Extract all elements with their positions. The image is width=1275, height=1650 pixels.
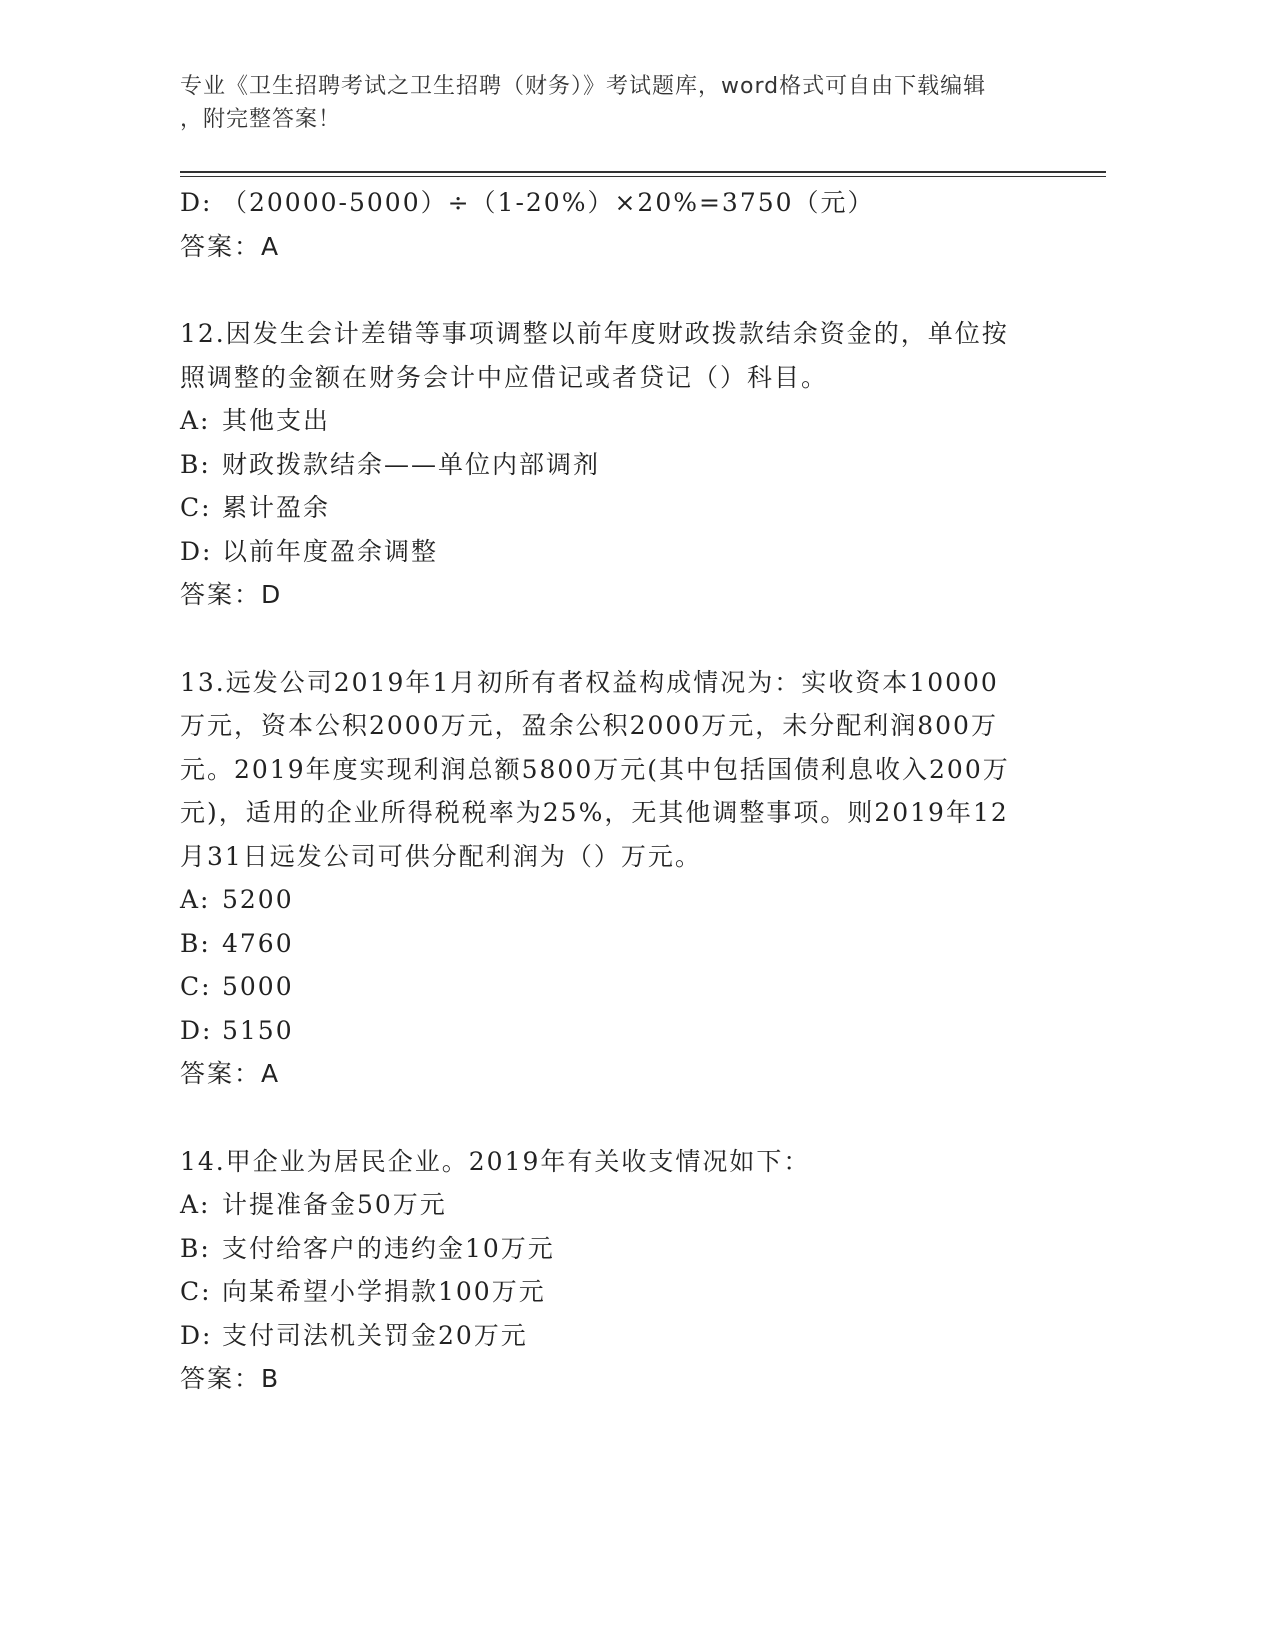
option-label: C: <box>180 1277 212 1306</box>
q13-stem-line-4: 元)，适用的企业所得税税率为25%，无其他调整事项。则2019年12 <box>180 798 1009 827</box>
option-text: 累计盈余 <box>222 493 331 522</box>
option-label: B: <box>180 1233 211 1263</box>
option-text: 4760 <box>222 928 294 958</box>
q13-stem-line-2: 万元，资本公积2000万元，盈余公积2000万元，未分配利润800万 <box>180 711 998 740</box>
header-divider-thick <box>180 171 1106 173</box>
q12-answer: 答案：D <box>180 580 283 609</box>
option-label: C: <box>180 972 212 1001</box>
q14-option-b <box>180 1227 1040 1271</box>
q13-stem-line-5: 月31日远发公司可供分配利润为（）万元。 <box>180 841 702 871</box>
q13-option-a <box>180 878 1040 922</box>
option-label: B: <box>180 449 211 479</box>
q13-option-d <box>180 1009 1040 1053</box>
q12-option-c <box>180 486 1040 530</box>
q14-option-c <box>180 1270 1040 1314</box>
q14-stem-line-1: 14.甲企业为居民企业。2019年有关收支情况如下： <box>180 1146 811 1176</box>
option-label: D: <box>180 1015 213 1045</box>
option-text: 其他支出 <box>222 406 331 435</box>
option-label: B: <box>180 928 211 958</box>
document-header <box>180 70 1060 136</box>
q12-option-d <box>180 530 1040 574</box>
q13-option-b <box>180 922 1040 966</box>
option-text: 5000 <box>222 972 294 1001</box>
q12-option-a <box>180 399 1040 443</box>
option-label: D: <box>180 1320 213 1350</box>
q12-stem-line-1: 12.因发生会计差错等事项调整以前年度财政拨款结余资金的，单位按 <box>180 319 1009 348</box>
option-label: A: <box>180 406 211 435</box>
option-label: A: <box>180 885 211 914</box>
option-text: 向某希望小学捐款100万元 <box>222 1277 546 1306</box>
question-content <box>180 181 1040 1401</box>
q14-option-a <box>180 1183 1040 1227</box>
q11-option-d <box>180 181 1040 225</box>
q12-stem-line-2: 照调整的金额在财务会计中应借记或者贷记（）科目。 <box>180 362 829 392</box>
q13-stem-line-3: 元。2019年度实现利润总额5800万元(其中包括国债利息收入200万 <box>180 754 1010 784</box>
header-line-2: ，附完整答案！ <box>180 107 342 132</box>
option-text: 计提准备金50万元 <box>222 1190 447 1219</box>
option-label: A: <box>180 1190 211 1219</box>
option-text: 5200 <box>222 885 294 914</box>
option-text: （20000-5000）÷（1-20%）×20%=3750（元） <box>222 188 875 217</box>
q13-answer: 答案：A <box>180 1059 281 1088</box>
q14-option-d <box>180 1314 1040 1358</box>
option-text: 以前年度盈余调整 <box>222 536 439 566</box>
q13-stem-line-1: 13.远发公司2019年1月初所有者权益构成情况为：实收资本10000 <box>180 667 999 697</box>
header-divider-thin <box>180 176 1106 177</box>
option-label: D: <box>180 188 213 217</box>
q12-option-b <box>180 443 1040 487</box>
header-line-1: 专业《卫生招聘考试之卫生招聘（财务）》考试题库，word格式可自由下载编辑 <box>180 74 987 99</box>
q14-answer: 答案：B <box>180 1364 281 1393</box>
option-text: 支付司法机关罚金20万元 <box>222 1320 528 1350</box>
option-text: 财政拨款结余——单位内部调剂 <box>222 449 601 479</box>
option-text: 5150 <box>222 1015 294 1045</box>
option-label: D: <box>180 536 213 566</box>
q11-answer: 答案：A <box>180 231 281 261</box>
option-text: 支付给客户的违约金10万元 <box>222 1233 555 1263</box>
option-label: C: <box>180 493 212 522</box>
q13-option-c <box>180 965 1040 1009</box>
